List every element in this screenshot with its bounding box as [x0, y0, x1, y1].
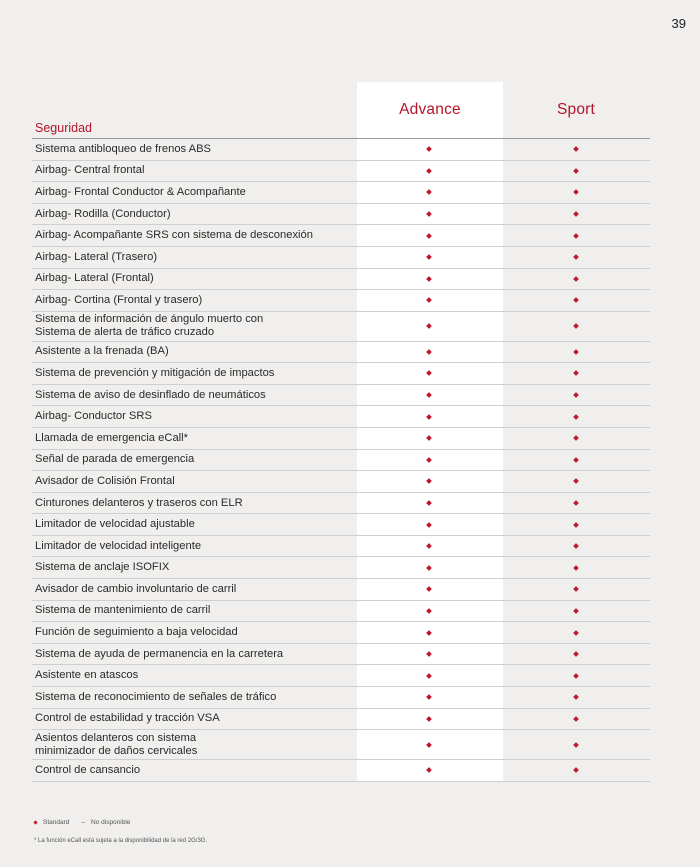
column-header-advance: Advance [399, 101, 461, 118]
table-row [32, 601, 650, 623]
feature-label: Asistente a la frenada (BA) [35, 345, 169, 358]
advance-standard-icon [426, 276, 432, 282]
table-row [32, 622, 650, 644]
standard-marker-icon [33, 820, 37, 824]
sport-standard-icon [573, 298, 579, 304]
advance-standard-icon [426, 742, 432, 748]
legend-not-available: No disponible [91, 819, 131, 826]
table-row [32, 342, 650, 364]
sport-standard-icon [573, 630, 579, 636]
feature-label: Sistema de ayuda de permanencia en la carretera [35, 647, 284, 660]
sport-standard-icon [573, 565, 579, 571]
table-row [32, 269, 650, 291]
feature-label: Airbag- Lateral (Frontal) [35, 272, 154, 285]
table-row [32, 247, 650, 269]
feature-label: Sistema de aviso de desinflado de neumáticos [35, 388, 266, 401]
advance-standard-icon [426, 608, 432, 614]
sport-standard-icon [573, 651, 579, 657]
advance-standard-icon [426, 630, 432, 636]
advance-standard-icon [426, 651, 432, 657]
advance-standard-icon [426, 233, 432, 239]
advance-standard-icon [426, 500, 432, 506]
sport-standard-icon [573, 371, 579, 377]
column-header-sport: Sport [556, 101, 596, 118]
advance-standard-icon [426, 673, 432, 679]
advance-standard-icon [426, 522, 432, 528]
sport-standard-icon [573, 587, 579, 593]
table-row [32, 385, 650, 407]
sport-standard-icon [573, 146, 579, 152]
advance-standard-icon [426, 392, 432, 398]
advance-standard-icon [426, 211, 432, 217]
table-row [32, 139, 650, 161]
feature-label: Sistema de reconocimiento de señales de tráfico [35, 690, 277, 703]
table-row [32, 536, 650, 558]
sport-standard-icon [573, 716, 579, 722]
sport-standard-icon [573, 695, 579, 701]
table-row [32, 225, 650, 247]
table-row [32, 557, 650, 579]
table-row [32, 428, 650, 450]
table-row [32, 687, 650, 709]
advance-standard-icon [426, 190, 432, 196]
table-row [32, 760, 650, 782]
advance-standard-icon [426, 479, 432, 485]
table-row [32, 514, 650, 536]
table-row [32, 450, 650, 472]
feature-label: Airbag- Central frontal [35, 164, 145, 177]
feature-label: Avisador de Colisión Frontal [35, 474, 175, 487]
table-row [32, 471, 650, 493]
feature-label: Sistema antibloqueo de frenos ABS [35, 142, 212, 155]
sport-standard-icon [573, 414, 579, 420]
table-row [32, 204, 650, 226]
table-row [32, 290, 650, 312]
sport-standard-icon [573, 190, 579, 196]
advance-standard-icon [426, 695, 432, 701]
sport-standard-icon [573, 276, 579, 282]
sport-standard-icon [573, 211, 579, 217]
table-row [32, 579, 650, 601]
table-row [32, 730, 650, 760]
table-row [32, 363, 650, 385]
advance-standard-icon [426, 414, 432, 420]
legend [34, 819, 130, 826]
feature-label: Sistema de anclaje ISOFIX [35, 561, 170, 574]
advance-standard-icon [426, 146, 432, 152]
sport-standard-icon [573, 233, 579, 239]
table-row [32, 406, 650, 428]
feature-label: Sistema de mantenimiento de carril [35, 604, 211, 617]
advance-standard-icon [426, 168, 432, 174]
advance-standard-icon [426, 716, 432, 722]
feature-label: Sistema de información de ángulo muerto con Sistema de alerta de tráfico cruzado [35, 313, 264, 339]
table-row [32, 709, 650, 731]
legend-standard: Standard [43, 819, 70, 826]
table-row [32, 665, 650, 687]
feature-label: Señal de parada de emergencia [35, 453, 195, 466]
features-table [32, 138, 650, 782]
advance-standard-icon [426, 543, 432, 549]
feature-label: Cinturones delanteros y traseros con ELR [35, 496, 243, 509]
sport-standard-icon [573, 168, 579, 174]
table-row [32, 161, 650, 183]
sport-standard-icon [573, 608, 579, 614]
page-number: 39 [671, 16, 686, 31]
table-row [32, 644, 650, 666]
feature-label: Airbag- Conductor SRS [35, 410, 152, 423]
feature-label: Llamada de emergencia eCall* [35, 431, 188, 444]
feature-label: Asientos delanteros con sistema minimizador de daños cervicales [35, 731, 198, 757]
feature-label: Limitador de velocidad ajustable [35, 518, 195, 531]
sport-standard-icon [573, 323, 579, 329]
feature-label: Airbag- Rodilla (Conductor) [35, 207, 171, 220]
feature-label: Control de cansancio [35, 763, 141, 776]
advance-standard-icon [426, 323, 432, 329]
sport-standard-icon [573, 543, 579, 549]
sport-standard-icon [573, 392, 579, 398]
advance-standard-icon [426, 565, 432, 571]
feature-label: Asistente en atascos [35, 669, 139, 682]
sport-standard-icon [573, 742, 579, 748]
sport-standard-icon [573, 673, 579, 679]
advance-standard-icon [426, 587, 432, 593]
sport-standard-icon [573, 435, 579, 441]
advance-standard-icon [426, 371, 432, 377]
feature-label: Control de estabilidad y tracción VSA [35, 712, 220, 725]
sport-standard-icon [573, 522, 579, 528]
feature-label: Limitador de velocidad inteligente [35, 539, 202, 552]
table-row [32, 312, 650, 342]
feature-label: Sistema de prevención y mitigación de impactos [35, 366, 275, 379]
sport-standard-icon [573, 479, 579, 485]
advance-standard-icon [426, 435, 432, 441]
feature-label: Airbag- Acompañante SRS con sistema de desconexión [35, 229, 313, 242]
section-title: Seguridad [35, 121, 92, 135]
sport-standard-icon [573, 767, 579, 773]
feature-label: Función de seguimiento a baja velocidad [35, 626, 238, 639]
sport-standard-icon [573, 349, 579, 355]
legend-dash: – [81, 819, 86, 826]
sport-standard-icon [573, 457, 579, 463]
sport-standard-icon [573, 254, 579, 260]
feature-label: Airbag- Lateral (Trasero) [35, 250, 158, 263]
table-row [32, 182, 650, 204]
advance-standard-icon [426, 349, 432, 355]
advance-standard-icon [426, 457, 432, 463]
advance-standard-icon [426, 767, 432, 773]
advance-standard-icon [426, 254, 432, 260]
advance-standard-icon [426, 298, 432, 304]
feature-label: Airbag- Cortina (Frontal y trasero) [35, 293, 203, 306]
footnote: * La función eCall está sujeta a la disponibilidad de la red 2G/3G. [34, 838, 208, 844]
feature-label: Airbag- Frontal Conductor & Acompañante [35, 185, 246, 198]
sport-standard-icon [573, 500, 579, 506]
table-row [32, 493, 650, 515]
feature-label: Avisador de cambio involuntario de carril [35, 582, 237, 595]
